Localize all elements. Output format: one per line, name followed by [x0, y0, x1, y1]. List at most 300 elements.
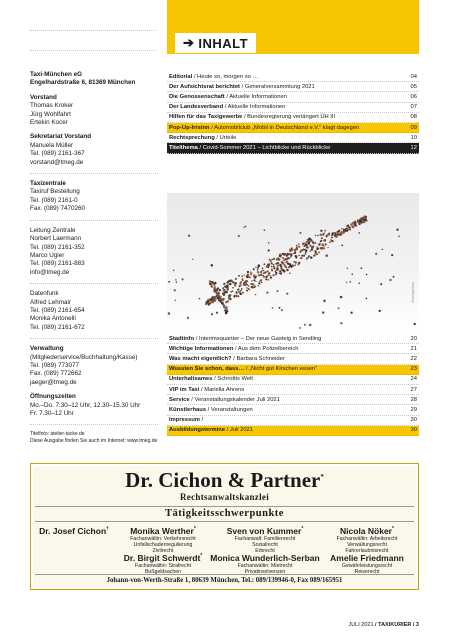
- divider: [30, 283, 158, 284]
- crowd-person: [303, 255, 305, 257]
- crowd-person: [339, 234, 340, 235]
- crowd-person: [343, 228, 345, 230]
- crowd-person: [286, 293, 288, 295]
- toc-entry-page: 20: [410, 335, 417, 342]
- crowd-person: [253, 279, 255, 281]
- arrow-right-icon: ➔: [183, 35, 195, 50]
- toc-entry[interactable]: [167, 113, 419, 123]
- crowd-person: [174, 289, 176, 291]
- crowd-person: [348, 226, 350, 228]
- toc-entry-title: Impressum /: [169, 417, 204, 424]
- crowd-person: [211, 296, 214, 299]
- crowd-person: [312, 246, 314, 248]
- crowd-person: [229, 298, 231, 300]
- crowd-person: [300, 257, 302, 259]
- crowd-person: [267, 274, 269, 276]
- crowd-person: [272, 307, 274, 309]
- crowd-person: [413, 323, 415, 325]
- cover-photo: [167, 193, 419, 333]
- toc-entry-page: 08: [410, 114, 417, 121]
- toc-entry-title: Pop-Up-Irrsinn / Automobilclub „Mobil in Deutschland e.V.“ klagt dagegen: [169, 124, 360, 131]
- crowd-person: [243, 284, 245, 286]
- crowd-person: [271, 266, 273, 268]
- crowd-person: [302, 244, 303, 245]
- crowd-person: [363, 218, 365, 220]
- crowd-person: [214, 282, 216, 284]
- crowd-person: [268, 249, 270, 251]
- toc-entry-title: Rechtsprechung / Urteile: [169, 134, 237, 141]
- crowd-person: [338, 307, 340, 309]
- toc-entry[interactable]: [167, 72, 419, 82]
- crowd-person: [352, 226, 354, 228]
- crowd-person: [173, 270, 175, 272]
- contact-line: Thomas Kroker: [30, 102, 74, 110]
- contact-line: Tel. (089) 2161-883: [30, 260, 85, 268]
- contact-column: [30, 71, 158, 445]
- crowd-person: [273, 266, 275, 268]
- crowd-person: [284, 264, 286, 266]
- crowd-person: [223, 293, 226, 296]
- toc-entry[interactable]: [167, 405, 419, 415]
- crowd-person: [341, 245, 343, 247]
- crowd-person: [218, 298, 220, 300]
- crowd-person: [361, 219, 362, 220]
- crowd-person: [270, 261, 272, 263]
- crowd-person: [238, 235, 240, 237]
- crowd-person: [266, 266, 268, 268]
- toc-entry-title: Editorial / Heute so, morgen so …: [169, 73, 259, 80]
- crowd-person: [239, 290, 241, 292]
- crowd-person: [267, 279, 269, 281]
- crowd-person: [224, 291, 226, 293]
- crowd-person: [258, 275, 259, 276]
- crowd-person: [306, 257, 308, 259]
- toc-entry-page: 21: [410, 345, 417, 352]
- crowd-person: [277, 266, 279, 268]
- crowd-person: [232, 287, 234, 289]
- crowd-person: [253, 276, 255, 278]
- toc-entry[interactable]: [167, 416, 419, 426]
- contact-line: Tel. (089) 2161-352: [30, 243, 85, 251]
- divider: [30, 424, 158, 425]
- taxizentrale-label: Taxizentrale: [30, 180, 66, 188]
- crowd-person: [307, 242, 310, 245]
- crowd-person: [283, 253, 285, 255]
- crowd-person: [305, 251, 307, 253]
- crowd-person: [271, 262, 273, 264]
- crowd-person: [257, 271, 260, 274]
- crowd-person: [227, 285, 229, 287]
- toc-bottom-list: [167, 334, 419, 436]
- crowd-person: [211, 281, 213, 283]
- crowd-person: [210, 285, 212, 287]
- crowd-person: [285, 266, 287, 268]
- toc-entry-title: Der Landesverband / Aktuelle Informationen: [169, 104, 286, 111]
- toc-entry-title: Service / Veranstaltungskalender Juli 2021: [169, 396, 280, 403]
- crowd-person: [289, 272, 291, 274]
- crowd-person: [328, 234, 330, 236]
- crowd-person: [222, 288, 224, 290]
- crowd-person: [358, 223, 360, 225]
- crowd-person: [211, 313, 213, 315]
- crowd-person: [258, 282, 260, 284]
- crowd-person: [238, 275, 240, 277]
- crowd-person: [230, 291, 232, 293]
- crowd-person: [301, 255, 303, 257]
- crowd-person: [273, 258, 276, 261]
- crowd-person: [188, 235, 190, 237]
- toc-top-list: [167, 72, 419, 154]
- verwaltung-label: Verwaltung: [30, 345, 64, 353]
- crowd-person: [314, 250, 316, 252]
- contact-line: Tel. (089) 2161-672: [30, 323, 85, 331]
- crowd-person: [316, 246, 318, 248]
- toc-entry[interactable]: [167, 426, 419, 436]
- divider: [30, 50, 156, 51]
- contact-line: (Mitgliederservice/Buchhaltung/Kasse): [30, 353, 138, 361]
- crowd-person: [300, 249, 302, 251]
- crowd-person: [313, 242, 315, 244]
- crowd-person: [315, 235, 317, 237]
- page-number: / 3: [411, 622, 419, 628]
- crowd-person: [269, 275, 270, 276]
- titelfoto-credit: Titelfoto: atelier-tacke.de: [30, 431, 85, 438]
- crowd-person: [280, 272, 283, 275]
- crowd-person: [267, 270, 269, 272]
- contact-line: Norbert Laermann: [30, 235, 82, 243]
- crowd-person: [281, 309, 283, 311]
- crowd-person: [226, 291, 228, 293]
- crowd-person: [326, 234, 327, 235]
- crowd-person: [317, 235, 318, 236]
- crowd-person: [298, 262, 300, 264]
- crowd-person: [181, 278, 183, 280]
- crowd-person: [393, 276, 395, 278]
- crowd-person: [279, 270, 281, 272]
- crowd-person: [262, 268, 264, 270]
- crowd-person: [289, 249, 291, 251]
- crowd-person: [362, 222, 363, 223]
- crowd-person: [268, 242, 270, 244]
- toc-entry-page: 10: [410, 134, 417, 141]
- header-color-band: [167, 0, 419, 32]
- crowd-person: [174, 299, 176, 301]
- crowd-person: [168, 312, 171, 315]
- toc-entry-page: 07: [410, 104, 417, 111]
- crowd-person: [248, 289, 250, 291]
- crowd-person: [244, 281, 246, 283]
- crowd-person: [276, 258, 278, 260]
- toc-entry[interactable]: [167, 365, 419, 375]
- page-footer: JULI 2021 / TAXIKURIER / 3: [348, 622, 419, 628]
- crowd-person: [224, 310, 226, 312]
- crowd-person: [252, 283, 254, 285]
- contact-email[interactable]: jaeger@tmeg.de: [30, 378, 77, 386]
- crowd-person: [291, 267, 293, 269]
- crowd-person: [358, 282, 360, 284]
- crowd-person: [391, 254, 393, 256]
- person-schwerdt: Dr. Birgit Schwerdt* Fachanwältin: Strafrecht Bußgeldsachen: [123, 552, 203, 576]
- crowd-person: [347, 228, 349, 230]
- crowd-person: [350, 311, 352, 313]
- toc-entry[interactable]: [167, 82, 419, 92]
- toc-entry-page: 12: [410, 144, 417, 151]
- crowd-person: [250, 273, 252, 275]
- crowd-person: [347, 224, 349, 226]
- contact-line: Alfred Lehmair: [30, 298, 71, 306]
- crowd-person: [209, 303, 211, 305]
- contact-email[interactable]: info@tmeg.de: [30, 268, 70, 276]
- crowd-person: [335, 236, 337, 238]
- crowd-person: [361, 222, 363, 224]
- crowd-person: [299, 232, 301, 234]
- crowd-person: [248, 285, 250, 287]
- contact-line: Fr. 7.30–12 Uhr: [30, 410, 74, 417]
- crowd-person: [288, 257, 290, 259]
- divider: [30, 338, 158, 339]
- crowd-person: [215, 296, 217, 298]
- crowd-person: [251, 286, 253, 288]
- toc-entry-title: Titelthema / Covid-Sommer 2021 – Lichtblicke und Rückblicke: [169, 144, 331, 151]
- crowd-person: [281, 270, 283, 272]
- crowd-person: [379, 310, 381, 312]
- crowd-person: [294, 252, 296, 254]
- crowd-person: [319, 234, 321, 236]
- toc-entry-page: 28: [410, 396, 417, 403]
- toc-entry-title: Der Aufsichtsrat berichtet / Generalversammlung 2021: [169, 83, 315, 90]
- crowd-person: [309, 250, 311, 252]
- crowd-person: [320, 230, 322, 232]
- contact-line: Marco Ugler: [30, 251, 65, 259]
- ad-heading: Tätigkeitsschwerpunkte: [165, 508, 284, 519]
- person-friedmann: Amelie Friedmann Gewährleistungsrecht Reiserecht: [330, 552, 404, 576]
- crowd-person: [249, 276, 251, 278]
- crowd-person: [265, 276, 267, 278]
- toc-entry[interactable]: [167, 103, 419, 113]
- crowd-person: [273, 264, 275, 266]
- crowd-person: [231, 279, 232, 280]
- crowd-person: [366, 274, 368, 276]
- toc-entry[interactable]: [167, 344, 419, 354]
- crowd-person: [240, 293, 242, 295]
- crowd-person: [323, 232, 325, 234]
- crowd-person: [243, 227, 245, 229]
- crowd-person: [283, 262, 285, 264]
- crowd-person: [340, 296, 343, 299]
- crowd-person: [299, 252, 301, 254]
- toc-entry[interactable]: [167, 92, 419, 102]
- crowd-person: [244, 274, 245, 275]
- crowd-person: [295, 255, 297, 257]
- crowd-person: [398, 235, 400, 237]
- crowd-person: [246, 290, 248, 292]
- crowd-person: [246, 276, 249, 279]
- contents-label: [175, 33, 256, 53]
- crowd-person: [309, 240, 311, 242]
- crowd-person: [279, 255, 281, 257]
- crowd-person: [258, 264, 261, 267]
- crowd-person: [234, 284, 237, 287]
- crowd-person: [205, 303, 207, 305]
- toc-entry[interactable]: [167, 123, 419, 133]
- crowd-person: [219, 289, 221, 291]
- crowd-person: [258, 285, 259, 286]
- contact-line: Leitung Zentrale: [30, 226, 76, 234]
- toc-entry-page: 05: [410, 83, 417, 90]
- crowd-person: [282, 260, 283, 261]
- crowd-person: [220, 300, 222, 302]
- crowd-person: [268, 272, 270, 274]
- crowd-person: [227, 288, 229, 290]
- crowd-person: [255, 281, 256, 282]
- crowd-person: [273, 267, 275, 269]
- crowd-person: [225, 312, 228, 315]
- crowd-person: [209, 283, 211, 285]
- crowd-syringe-image: [167, 193, 419, 333]
- crowd-person: [257, 269, 259, 271]
- crowd-person: [365, 216, 367, 218]
- crowd-person: [305, 253, 307, 255]
- toc-entry[interactable]: [167, 133, 419, 143]
- issue-date: JULI 2021: [348, 622, 374, 628]
- crowd-person: [253, 268, 255, 270]
- crowd-person: [272, 274, 274, 276]
- crowd-person: [211, 301, 214, 304]
- crowd-person: [250, 283, 251, 284]
- crowd-person: [234, 296, 235, 297]
- contact-line: Jürg Wohlfahrt: [30, 110, 71, 118]
- toc-entry[interactable]: [167, 143, 419, 153]
- crowd-person: [323, 245, 325, 247]
- law-firm-ad[interactable]: [30, 463, 419, 590]
- person-werther: Monika Werther* Fachanwältin: Verkehrsrecht Unfallschadenregulierung Zivilrecht: [130, 525, 196, 555]
- crowd-person: [263, 276, 265, 278]
- crowd-person: [296, 247, 298, 249]
- divider: [35, 521, 414, 522]
- crowd-person: [307, 239, 308, 240]
- crowd-person: [275, 272, 277, 274]
- crowd-person: [215, 291, 217, 293]
- crowd-person: [229, 283, 231, 285]
- contact-line: Fax. (089) 7470260: [30, 205, 85, 213]
- crowd-person: [322, 243, 324, 245]
- crowd-person: [232, 281, 234, 283]
- ad-contact: Johann-von-Werth-Straße 1, 80639 München, Tel.: 089/139946-0, Fax 089/165951: [106, 577, 343, 584]
- crowd-person: [246, 287, 248, 289]
- photo-credit: iStockphoto: [410, 282, 415, 303]
- crowd-person: [236, 291, 238, 293]
- crowd-person: [320, 247, 322, 249]
- toc-entry-title: Wussten Sie schon, dass… / „Nicht gut Kirschen essen“: [169, 366, 318, 373]
- toc-entry-page: 23: [410, 366, 417, 373]
- person-noeker: Nicola Nöker* Fachanwältin: Arbeitsrecht Verwaltungsrecht Fahrerlaubnisrecht: [336, 525, 398, 555]
- crowd-person: [380, 283, 382, 285]
- toc-entry-page: 30: [410, 417, 417, 424]
- toc-entry[interactable]: [167, 334, 419, 344]
- toc-entry[interactable]: [167, 375, 419, 385]
- ad-subtitle: Rechtsanwaltskanzlei: [180, 492, 269, 502]
- crowd-person: [277, 262, 279, 264]
- crowd-person: [293, 261, 295, 263]
- contact-line: Tel. (089) 2161-367: [30, 150, 85, 158]
- contact-line: Mo.–Do. 7.30–12 Uhr, 12.30–15.30 Uhr: [30, 401, 141, 409]
- toc-entry[interactable]: [167, 395, 419, 405]
- contact-line: Tel. (089) 773077: [30, 361, 80, 369]
- toc-entry-page: 06: [410, 93, 417, 100]
- crowd-person: [299, 327, 301, 329]
- crowd-person: [357, 221, 359, 223]
- crowd-person: [287, 263, 289, 265]
- crowd-person: [264, 229, 266, 231]
- crowd-person: [266, 291, 268, 293]
- crowd-person: [322, 311, 324, 313]
- crowd-person: [217, 287, 219, 289]
- crowd-person: [321, 240, 323, 242]
- oeffnung-label: Öffnungszeiten: [30, 393, 76, 401]
- divider: [35, 506, 414, 507]
- toc-entry-page: 09: [410, 124, 417, 131]
- crowd-person: [260, 279, 262, 281]
- crowd-person: [331, 237, 333, 239]
- crowd-person: [324, 239, 327, 242]
- crowd-person: [346, 282, 348, 284]
- crowd-person: [250, 271, 252, 273]
- crowd-person: [276, 269, 278, 271]
- org-address: Engelhardstraße 6, 81369 München: [30, 79, 136, 87]
- toc-entry-title: Was macht eigentlich? / Barbara Schneider: [169, 355, 285, 362]
- divider: [30, 220, 158, 221]
- toc-entry-title: Stadtinfo / Interimsquartier – Der neue Gasteig in Sendling: [169, 335, 322, 342]
- crowd-person: [280, 267, 282, 269]
- crowd-person: [289, 263, 291, 265]
- crowd-person: [316, 253, 318, 255]
- contact-email[interactable]: vorstand@tmeg.de: [30, 158, 84, 166]
- crowd-person: [337, 232, 339, 234]
- toc-entry-title: Wichtige Informationen / Aus dem Polizeibereich: [169, 345, 299, 352]
- crowd-person: [327, 247, 328, 248]
- sekretariat-label: Sekretariat Vorstand: [30, 133, 92, 141]
- crowd-person: [271, 270, 273, 272]
- crowd-person: [338, 230, 341, 233]
- crowd-person: [227, 281, 229, 283]
- crowd-person: [382, 249, 384, 251]
- crowd-person: [396, 228, 398, 230]
- crowd-person: [223, 306, 225, 308]
- crowd-person: [311, 249, 313, 251]
- toc-entry-title: Die Genossenschaft / Aktuelle Informationen: [169, 93, 287, 100]
- crowd-person: [224, 289, 226, 291]
- contents-header: [167, 32, 419, 54]
- crowd-person: [251, 280, 253, 282]
- crowd-person: [241, 288, 243, 290]
- toc-entry-page: 29: [410, 406, 417, 413]
- toc-entry[interactable]: [167, 354, 419, 364]
- ad-title: Dr. Cichon & Partner*: [125, 468, 324, 492]
- crowd-person: [294, 264, 296, 266]
- crowd-person: [286, 255, 287, 256]
- toc-entry[interactable]: [167, 385, 419, 395]
- crowd-person: [175, 279, 177, 281]
- crowd-person: [199, 298, 201, 300]
- crowd-person: [168, 281, 170, 283]
- crowd-person: [349, 229, 351, 231]
- crowd-person: [366, 298, 368, 300]
- crowd-person: [364, 221, 366, 223]
- magazine-name: TAXIKURIER: [378, 622, 412, 628]
- crowd-person: [275, 274, 277, 276]
- crowd-person: [242, 292, 244, 294]
- crowd-person: [235, 278, 237, 280]
